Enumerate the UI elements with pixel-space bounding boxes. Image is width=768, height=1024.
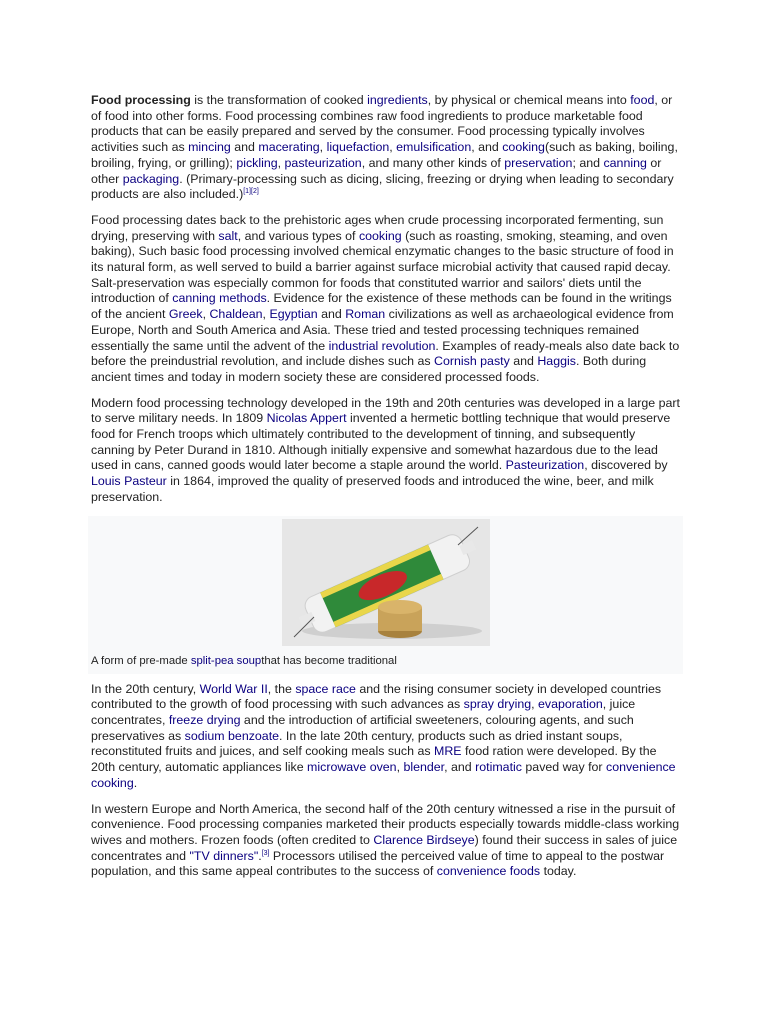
paragraph (91, 396, 680, 506)
text-run: , the (267, 681, 296, 696)
citation-link[interactable]: [1][2] (243, 188, 259, 196)
text-run: and the introduction of artificial sweeteners, colouring agents, and such preservatives as (91, 712, 634, 743)
text-run: ) found their success in sales of juice concentrates and (91, 832, 678, 863)
wiki-link[interactable]: World War II (199, 681, 268, 696)
text-run: is the transformation of cooked (190, 93, 368, 107)
text-run: and (317, 307, 346, 322)
paragraph (91, 682, 680, 792)
text-run: , by physical or chemical means into (427, 93, 631, 107)
wiki-link[interactable]: pasteurization (284, 155, 362, 170)
text-run: and (509, 354, 538, 369)
wiki-link[interactable]: sodium benzoate (184, 728, 280, 743)
text-run: , juice concentrates, (91, 697, 636, 727)
text-run: In western Europe and North America, the second half of the 20th century witnessed a rise in the pursuit of convenience. Food processing companies marketed their products especially towards middle-class working wives and mothers. Frozen foods (often credited to (91, 801, 680, 847)
wiki-link[interactable]: liquefaction (326, 140, 390, 155)
wiki-link[interactable]: convenience cooking (91, 760, 676, 790)
paragraph (91, 213, 680, 386)
text-run: food ration were developed. By the 20th century, automatic appliances like (91, 744, 657, 775)
wiki-link[interactable]: industrial revolution (328, 338, 436, 353)
wiki-link[interactable]: mincing (188, 140, 231, 155)
wiki-link[interactable]: blender (403, 760, 445, 775)
text-run: . In the late 20th century, products such as dried instant soups, reconstituted fruits and juices, and self cooking meals such as (91, 728, 623, 759)
text-run: , discovered by (584, 458, 668, 473)
article-paragraphs-bottom (91, 682, 680, 880)
wiki-link[interactable]: evaporation (538, 697, 603, 712)
text-run: , (531, 697, 539, 712)
text-run: In the 20th century, (91, 681, 200, 696)
wiki-link[interactable]: Greek (168, 307, 203, 322)
article-subject: Food processing (91, 93, 191, 107)
text-run: , and (471, 140, 503, 155)
split-pea-soup-image[interactable] (282, 519, 490, 646)
wiki-link[interactable]: freeze drying (168, 712, 241, 727)
wiki-link[interactable]: "TV dinners" (189, 848, 259, 863)
wiki-link[interactable]: cooking (358, 228, 402, 243)
wiki-link[interactable]: Nicolas Appert (266, 411, 347, 426)
wiki-link[interactable]: macerating (258, 140, 320, 155)
wiki-link[interactable]: food (630, 93, 655, 107)
wiki-link[interactable]: Roman (345, 307, 386, 322)
wiki-link[interactable]: microwave oven (307, 760, 397, 775)
text-run: , or of food into other forms. Food processing combines raw food ingredients to produce marketable food products that can be easily prepared and served by the consumer. Food processing typically involves activities such as (91, 93, 673, 155)
text-run: Modern food processing technology developed in the 19th and 20th centuries was developed in a large part to serve military needs. In 1809 (91, 395, 680, 426)
paragraph (91, 93, 680, 203)
text-run: invented a hermetic bottling technique that would preserve food for French troops which ultimately contributed to the development of tinning, and subsequently canning by Peter Durand in 1810. Although initially expensive and somewhat hazardous due to the lead used in cans, canned goods would later become a staple around the world. (91, 411, 671, 473)
wiki-link[interactable]: Chaldean (209, 307, 263, 322)
text-run: and the rising consumer society in developed countries contributed to the growth of food processing with such advances as (91, 681, 662, 712)
text-run: . Evidence for the existence of these methods can be found in the writings of the ancient (91, 291, 672, 322)
wiki-link[interactable]: preservation (504, 155, 573, 170)
wiki-link[interactable]: Pasteurization (505, 458, 585, 473)
text-run: paved way for (521, 760, 606, 775)
wiki-link[interactable]: salt (218, 228, 238, 243)
article-body (91, 93, 680, 890)
text-run: (such as roasting, smoking, steaming, and oven baking), Such basic food processing involved chemical enzymatic changes to the basic structure of food in its natural form, as well served to build a barrier against surface microbial activity that caused rapid decay. Salt-preservation was especially common for foods that constituted warrior and sailors' diets until the introduction of (91, 228, 674, 306)
article-paragraphs-top (91, 93, 680, 506)
text-run: ; and (572, 155, 604, 170)
text-run: . Examples of ready-meals also date back to before the preindustrial revolution, and include dishes such as (91, 338, 680, 369)
wiki-link[interactable]: ingredients (367, 93, 428, 107)
text-run: , and (444, 760, 476, 775)
text-run: , (396, 760, 404, 775)
text-run: , (202, 307, 210, 322)
wiki-link[interactable]: packaging (122, 171, 180, 186)
text-run: , and many other kinds of (361, 155, 505, 170)
wiki-link[interactable]: Cornish pasty (434, 354, 510, 369)
text-run: Processors utilised the perceived value of time to appeal to the postwar population, and this same appeal contributes to the success of (91, 848, 665, 879)
wiki-link[interactable]: space race (295, 681, 356, 696)
wiki-link[interactable]: Egyptian (269, 307, 318, 322)
figure-caption (91, 654, 680, 668)
text-run: . Both during ancient times and today in modern society these are considered processed foods. (91, 354, 647, 384)
figure-thumbnail (88, 516, 683, 674)
text-run: , (319, 140, 327, 155)
wiki-link[interactable]: Louis Pasteur (91, 474, 167, 489)
text-run: Food processing dates back to the prehistoric ages when crude processing incorporated fermenting, sun drying, preserving with (91, 212, 664, 243)
text-run: . (Primary-processing such as dicing, slicing, freezing or drying when leading to secondary products are also included.) (91, 171, 674, 202)
text-run: , (277, 155, 285, 170)
text-run: today. (540, 864, 577, 879)
text-run: A form of pre-made (91, 654, 191, 667)
wiki-link[interactable]: cooking (502, 140, 545, 155)
text-run: (such as baking, boiling, broiling, frying, or grilling); (91, 140, 678, 170)
wiki-link[interactable]: canning (603, 155, 647, 170)
text-run: or other (91, 155, 662, 186)
wiki-link[interactable]: pickling (236, 155, 278, 170)
wiki-link[interactable]: rotimatic (475, 760, 522, 775)
wiki-link[interactable]: emulsification (396, 140, 472, 155)
text-run: civilizations as well as archaeological evidence from Europe, North and South America and Asia. These tried and tested processing techniques remained essentially the same until the advent of the (91, 307, 674, 353)
text-run: and (230, 140, 259, 155)
citation-link[interactable]: [3] (261, 849, 270, 857)
paragraph (91, 802, 680, 881)
text-run: that has become traditional (261, 654, 397, 667)
text-run: in 1864, improved the quality of preserved foods and introduced the wine, beer, and milk preservation. (91, 474, 654, 504)
wiki-link[interactable]: convenience foods (436, 864, 541, 879)
wiki-link[interactable]: Clarence Birdseye (373, 832, 475, 847)
text-run: . (258, 848, 262, 863)
wiki-link[interactable]: canning methods (172, 291, 267, 306)
text-run: , (389, 140, 397, 155)
wiki-link[interactable]: split-pea soup (190, 654, 262, 667)
text-run: , (262, 307, 270, 322)
wiki-link[interactable]: Haggis (537, 354, 576, 369)
text-run: , and various types of (237, 228, 359, 243)
text-run: . (133, 775, 138, 790)
wiki-link[interactable]: spray drying (463, 697, 532, 712)
wiki-link[interactable]: MRE (434, 744, 462, 759)
